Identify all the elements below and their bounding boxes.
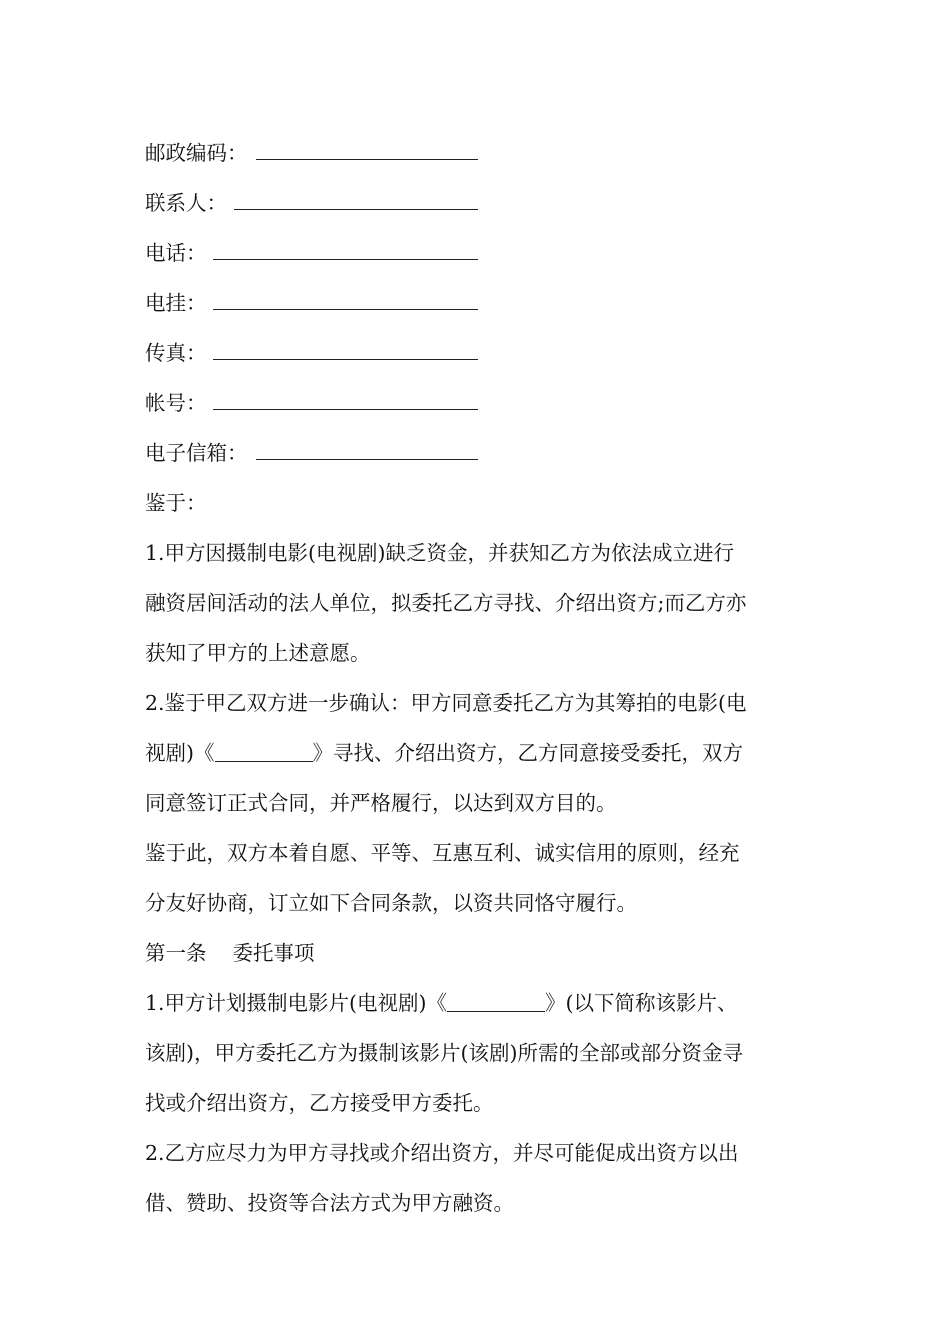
article-number: 第一条 [145,941,207,965]
paragraph-line: 找或介绍出资方，乙方接受甲方委托。 [145,1091,494,1115]
text-fragment: 1.甲方计划摄制电影片(电视剧)《 [145,991,448,1015]
email-field [145,428,815,478]
field-label: 电话： [145,241,207,265]
film-title-blank[interactable] [447,1010,545,1012]
paragraph-line [145,728,815,778]
fill-in-blank[interactable] [213,409,478,410]
article-heading [145,928,815,978]
text-fragment: 》寻找、介绍出资方，乙方同意接受委托，双方 [312,741,743,765]
paragraph-line: 融资居间活动的法人单位，拟委托乙方寻找、介绍出资方;而乙方亦 [145,591,747,615]
fax-field [145,328,815,378]
paragraph-line: 1.甲方因摄制电影(电视剧)缺乏资金，并获知乙方为依法成立进行 [145,541,735,565]
paragraph-line: 同意签订正式合同，并严格履行，以达到双方目的。 [145,791,617,815]
whereas-heading: 鉴于： [145,491,207,515]
paragraph-line: 2.乙方应尽力为甲方寻找或介绍出资方，并尽可能促成出资方以出 [145,1141,739,1165]
telegraph-field [145,278,815,328]
paragraph-line: 鉴于此，双方本着自愿、平等、互惠互利、诚实信用的原则，经充 [145,841,740,865]
article-title: 委托事项 [232,941,315,965]
paragraph-line: 该剧)，甲方委托乙方为摄制该影片(该剧)所需的全部或部分资金寻 [145,1041,743,1065]
fill-in-blank[interactable] [234,209,478,210]
text-fragment: 》(以下简称该影片、 [545,991,738,1015]
field-label: 联系人： [145,191,227,215]
paragraph-line: 借、赞助、投资等合法方式为甲方融资。 [145,1191,514,1215]
field-label: 传真： [145,341,207,365]
field-label: 帐号： [145,391,207,415]
paragraph-line: 分友好协商，订立如下合同条款，以资共同恪守履行。 [145,891,637,915]
field-label: 邮政编码： [145,141,248,165]
field-label: 电子信箱： [145,441,248,465]
fill-in-blank[interactable] [256,459,478,460]
film-title-blank[interactable] [215,760,313,762]
paragraph-line: 2.鉴于甲乙双方进一步确认：甲方同意委托乙方为其筹拍的电影(电 [145,691,747,715]
contact-person-field [145,178,815,228]
phone-field [145,228,815,278]
fill-in-blank[interactable] [213,259,478,260]
paragraph-line [145,978,815,1028]
fill-in-blank[interactable] [213,309,478,310]
account-field [145,378,815,428]
document-page [145,128,815,1228]
postal-code-field [145,128,815,178]
text-fragment: 视剧)《 [145,741,215,765]
fill-in-blank[interactable] [256,159,478,160]
paragraph-line: 获知了甲方的上述意愿。 [145,641,371,665]
fill-in-blank[interactable] [213,359,478,360]
field-label: 电挂： [145,291,207,315]
